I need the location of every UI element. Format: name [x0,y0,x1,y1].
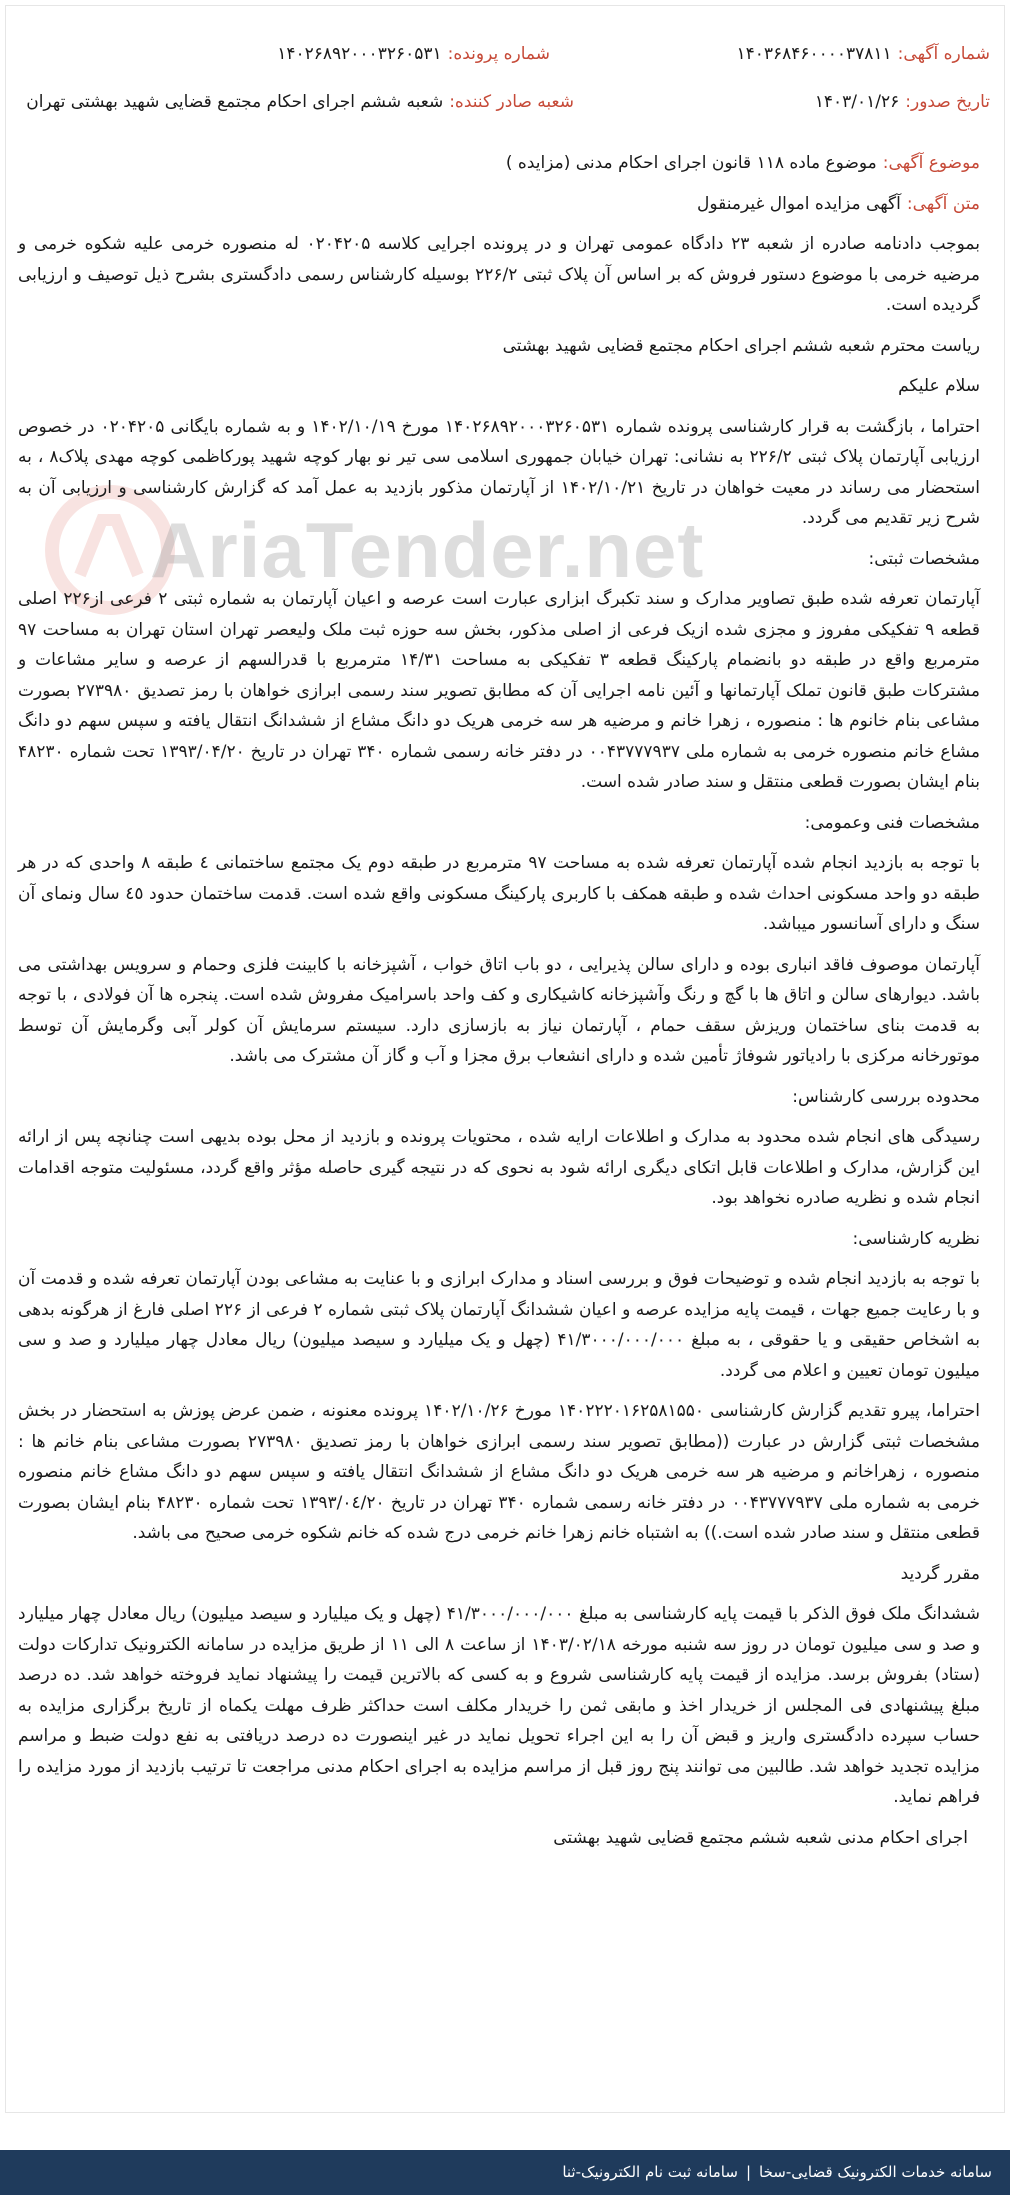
heading-expert-opinion: نظریه کارشناسی: [852,1228,980,1249]
issuing-branch-value: شعبه ششم اجرای احکام مجتمع قضایی شهید بهشتی تهران [26,92,444,112]
footer-spacer [0,2113,1010,2150]
issue-date [815,92,990,112]
issue-date-label: تاریخ صدور: [905,92,990,112]
ad-text-title: آگهی مزایده اموال غیرمنقول [697,193,901,214]
paragraph-technical-specs-2: آپارتمان موصوف فاقد انباری بوده و دارای سالن پذیرایی ، دو باب اتاق خواب ، آشپزخانه با کابینت فلزی وحمام و سرویس بهداشتی می باشد. دیوارهای سالن و اتاق ها با گچ و رنگ وآشپزخانه کاشیکاری و کف واحد باسرامیک مفروش شده است. پنجره ها آن فولادی ، با توجه به قدمت بنای ساختمان وریزش سقف حمام ، آپارتمان نیاز به بازسازی دارد. سیستم سرمایش آن کولر آبی وگرمایش آن توسط موتورخانه مرکزی با رادیاتور شوفاژ تأمین شده و دارای انشعاب برق مجزا و آب و گاز آن مشترک می باشد. [18,954,980,1066]
footer-bar [0,2150,1010,2195]
paragraph-auction-terms: ششدانگ ملک فوق الذکر با قیمت پایه کارشناسی به مبلغ ۴۱/۳۰۰۰/۰۰۰/۰۰۰ (چهل و یک میلیارد و سیصد میلیون) ریال معادل چهار میلیارد و صد و سی میلیون تومان در روز سه شنبه مورخه ۱۴۰۳/۰۲/۱۸ از ساعت ۸ الی ۱۱ از طریق مزایده در سامانه الکترونیک تدارکات دولت (ستاد) بفروش برسد. مزایده از قیمت پایه کارشناسی شروع و به کسی که بالاترین قیمت را پیشنهاد نماید فروخته خواهد شد. ده درصد مبلغ پیشنهادی فی المجلس از خریدار اخذ و مابقی ثمن را خریدار مکلف است حداکثر ظرف مهلت یکماه از تاریخ برگزاری مزایده به حساب سپرده دادگستری واریز و قبض آن را به این اجراء تحویل نماید در غیر اینصورت ده درصد دریافتی به نفع دولت ضبط و مراسم مزایده تجدید خواهد شد. طالبین می توانند پنج روز قبل از مراسم مزایده به اجرای احکام مدنی مراجعت تا ترتیب بازدید از مورد مزایده را فراهم نماید. [18,1604,980,1807]
paragraph-addressee: ریاست محترم شعبه ششم اجرای احکام مجتمع قضایی شهید بهشتی [502,335,980,356]
ad-subject [18,148,980,179]
paragraph-technical-specs-1: با توجه به بازدید انجام شده آپارتمان تعرفه شده به مساحت ۹۷ مترمربع در طبقه دوم یک مجتمع ساختمانی ٤ طبقه ۸ واحدی که در هر طبقه دو واحد مسکونی احداث شده و طبقه همکف با کاربری پارکینگ مسکونی واقع شده است. قدمت ساختمان حدود ٤٥ سال ونمای آن سنگ و دارای آسانسور میباشد. [18,853,980,934]
heading-registration-specs: مشخصات ثبتی: [868,548,980,569]
issuing-branch-label: شعبه صادر کننده: [449,92,574,112]
heading-technical-specs: مشخصات فنی وعمومی: [804,812,980,833]
watermark-text: AriaTender.net [150,506,705,594]
paragraph-registration-specs: آپارتمان تعرفه شده طبق تصاویر مدارک و سند تکبرگ ابزاری عبارت است عرصه و اعیان آپارتمان به شماره ثبتی ۲ فرعی از۲۲۶ اصلی قطعه ۹ تفکیکی مفروز و مجزی شده ازیک فرعی از اصلی مذکور، بخش سه حوزه ثبت ملک ولیعصر تهران استان تهران به مساحت ۹۷ مترمربع واقع در طبقه دو بانضمام پارکینگ قطعه ۳ تفکیکی به مساحت ۱۴/۳۱ مترمربع با قدرالسهم از عرصه و سایر مشاعات و مشترکات طبق قانون تملک آپارتمانها و آئین نامه اجرایی آن که مطابق تصویر سند رسمی ابرازی خواهان با رمز تصدیق ۲۷۳۹۸۰ بصورت مشاعی بنام خانوم ها : منصوره ، زهرا خانم و مرضیه هر سه خرمی هریک دو دانگ مشاع از ششدانگ انتقال یافته و سپس سهم دو دانگ مشاع خانم منصوره خرمی به شماره ملی ۰۰۴۳۷۷۷۹۳۷ در دفتر خانه رسمی شماره ۳۴۰ تهران در تاریخ ۱۳۹۳/۰۴/۲۰ تحت شماره ۴۸۲۳۰ بنام ایشان بصورت قطعی منتقل و سند صادر شده است. [18,589,981,792]
issue-date-value: ۱۴۰۳/۰۱/۲۶ [814,92,900,112]
ad-subject-value: موضوع ماده ۱۱۸ قانون اجرای احکام مدنی (مزایده ) [505,153,877,173]
paragraph-correction: احتراما، پیرو تقدیم گزارش کارشناسی ۱۴۰۲۲۲۰۱۶۲۵۸۱۵۵۰ مورخ ۱۴۰۲/۱۰/۲۶ پرونده معنونه ، ضمن عرض پوزش به استحضار در بخش مشخصات ثبتی گزارش در عبارت ((مطابق تصویر سند رسمی ابرازی خواهان با رمز تصدیق ۲۷۳۹۸۰ بصورت مشاعی بنام خانم ها : منصوره ، زهراخانم و مرضیه هر سه خرمی هریک دو دانگ مشاع از ششدانگ انتقال یافته و سپس سهم دو دانگ مشاع خانم منصوره خرمی به شماره ملی ۰۰۴۳۷۷۷۹۳۷ در دفتر خانه رسمی شماره ۳۴۰ تهران در تاریخ ۱۳۹۳/۰٤/۲۰ تحت شماره ۴۸۲۳۰ بنام ایشان بصورت قطعی منتقل و سند صادر شده است.)) به اشتباه خانم زهرا خانم خرمی درج شده که خانم شکوه خرمی صحیح می باشد. [18,1401,980,1543]
case-number [277,44,550,64]
ad-number [736,44,990,64]
ad-body [18,148,980,1863]
paragraph-expert-referral: احتراما ، بازگشت به قرار کارشناسی پرونده شماره ۱۴۰۲۶۸۹۲۰۰۰۳۲۶۰۵۳۱ مورخ ۱۴۰۲/۱۰/۱۹ و به شماره بایگانی ۰۲۰۴۲۰۵ در خصوص ارزیابی آپارتمان پلاک ثبتی ۲۲۶/۲ به نشانی: تهران خیابان جمهوری اسلامی سی تیر نو بهار کوچه شهید پورکاظمی کوچه مهدی پلاک۸ ، به استحضار می رساند در معیت خواهان در تاریخ ۱۴۰۲/۱۰/۲۱ از آپارتمان مذکور بازدید به عمل آمد که گزارش کارشناسی و ارزیابی آن به شرح زیر تقدیم می گردد. [18,416,981,528]
ad-text-label: متن آگهی: [906,193,980,214]
paragraph-greeting: سلام علیکم [898,376,980,396]
heading-decision: مقرر گردید [900,1563,980,1584]
heading-review-scope: محدوده بررسی کارشناس: [792,1086,980,1107]
paragraph-expert-opinion: با توجه به بازدید انجام شده و توضیحات فوق و بررسی اسناد و مدارک ابرازی و با عنایت به مشاعی بودن آپارتمان تعرفه شده و قدمت آن و با رعایت جمیع جهات ، قیمت پایه مزایده عرصه و اعیان ششدانگ آپارتمان پلاک ثبتی شماره ۲ فرعی از ۲۲۶ اصلی فارغ از هرگونه بدهی به اشخاص حقیقی و یا حقوقی ، به مبلغ ۴۱/۳۰۰۰/۰۰۰/۰۰۰ (چهل و یک میلیارد و سیصد میلیون) ریال معادل چهار میلیارد و صد و سی میلیون تومان تعیین و اعلام می گردد. [18,1269,980,1381]
issuing-branch [26,92,574,112]
case-number-value: ۱۴۰۲۶۸۹۲۰۰۰۳۲۶۰۵۳۱ [277,44,442,64]
footer-link-sana[interactable]: سامانه ثبت نام الکترونیک-ثنا [562,2163,738,2181]
ad-subject-label: موضوع آگهی: [882,153,980,173]
ad-number-label: شماره آگهی: [897,44,990,64]
footer-separator: | [745,2163,751,2181]
paragraph-signature: اجرای احکام مدنی شعبه ششم مجتمع قضایی شهید بهشتی [553,1827,968,1848]
paragraph-review-scope: رسیدگی های انجام شده محدود به مدارک و اطلاعات ارایه شده ، محتویات پرونده و بازدید از محل بوده بدیهی است چنانچه پس از ارائه این گزارش، مدارک و اطلاعات قابل اتکای دیگری ارائه شود به نحوی که در نتیجه گیری حاصله مؤثر واقع گردد، مسئولیت متوجه اقدامات انجام شده و نظریه صادره نخواهد بود. [18,1127,980,1208]
case-number-label: شماره پرونده: [447,44,550,64]
paragraph-intro: بموجب دادنامه صادره از شعبه ۲۳ دادگاه عمومی تهران و در پرونده اجرایی کلاسه ۰۲۰۴۲۰۵ له منصوره خرمی علیه شکوه خرمی و مرضیه خرمی با موضوع دستور فروش که بر اساس آن پلاک ثبتی ۲۲۶/۲ بوسیله کارشناس رسمی دادگستری بشرح ذیل توصیف و ارزیابی گردیده است. [18,234,980,315]
footer-link-sakha[interactable]: سامانه خدمات الکترونیک قضایی-سخا [759,2163,992,2181]
ad-text-heading [18,189,980,220]
ad-number-value: ۱۴۰۳۶۸۴۶۰۰۰۰۳۷۸۱۱ [736,44,892,64]
